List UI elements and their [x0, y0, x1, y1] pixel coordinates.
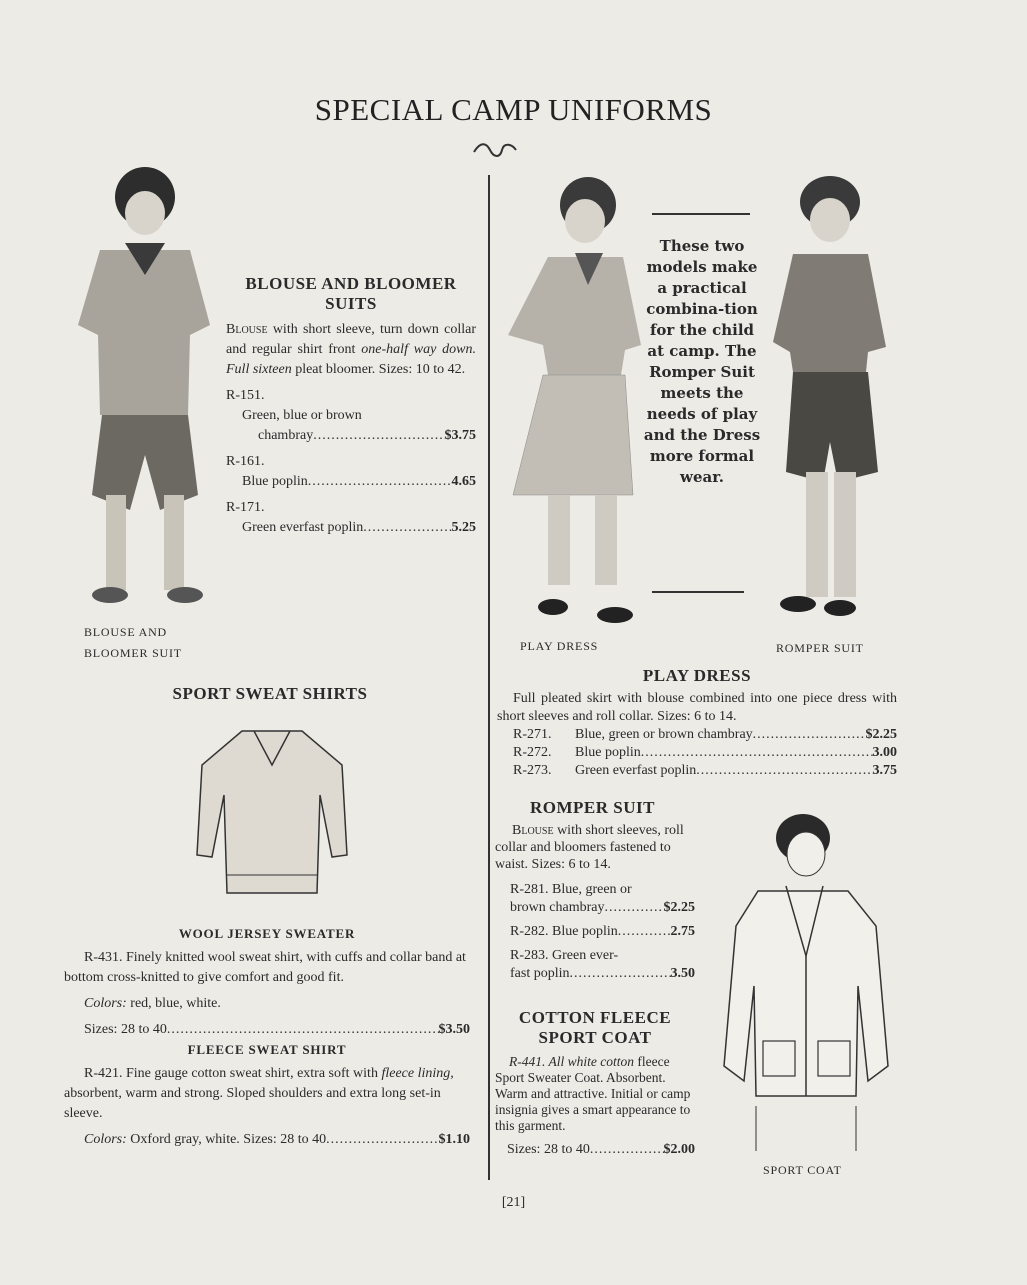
sidebar-bottom-rule: [652, 591, 744, 593]
sport-coat-caption: SPORT COAT: [763, 1163, 842, 1177]
page-number: [21]: [501, 1195, 526, 1210]
romper-suit-photo: [768, 172, 898, 622]
play-dress-item: R-272. Blue poplin ..... 3.00: [497, 744, 897, 762]
romper-item: R-283. Green ever- fast poplin ..... 3.50: [495, 947, 695, 983]
sport-coat-sizes-row: Sizes: 28 to 40 ..... $2.00: [495, 1140, 695, 1160]
romper-section: [495, 798, 695, 983]
blouse-bloomer-item: R-161. Blue poplin ..... 4.65: [226, 452, 476, 492]
play-dress-item: R-271. Blue, green or brown chambray ..... $2.25: [497, 726, 897, 744]
sidebar-top-rule: [652, 213, 750, 215]
sport-coat-section: [495, 1008, 695, 1160]
column-divider: [488, 175, 490, 1180]
play-dress-photo: [503, 175, 643, 625]
sport-coat-illustration: [718, 806, 893, 1156]
wool-colors: Colors: red, blue, white.: [84, 996, 221, 1011]
blouse-bloomer-section: [226, 274, 476, 538]
wool-desc: R-431. Finely knitted wool sweat shirt, with cuffs and collar band at bottom cross-knitted to give comfort and good fit.: [64, 950, 466, 985]
blouse-bloomer-heading: BLOUSE AND BLOOMER SUITS: [245, 274, 457, 313]
ornament-icon: [470, 140, 520, 160]
sport-coat-heading-2: SPORT COAT: [538, 1028, 652, 1047]
sport-coat-heading-1: COTTON FLEECE: [518, 1008, 672, 1027]
blouse-bloomer-desc: Blouse with short sleeve, turn down collar and regular shirt front one-half way down. Full sixteen pleat bloomer. Sizes: 10 to 42.: [226, 322, 477, 377]
fleece-colors-row: Colors: Oxford gray, white. Sizes: 28 to 40 ..... $1.10: [64, 1130, 470, 1150]
romper-desc: Blouse with short sleeves, roll collar and bloomers fastened to waist. Sizes: 6 to 14.: [495, 823, 684, 872]
wool-heading: WOOL JERSEY SWEATER: [178, 926, 356, 941]
fleece-heading: FLEECE SWEAT SHIRT: [187, 1042, 347, 1057]
sport-sweat-heading: SPORT SWEAT SHIRTS: [172, 684, 368, 703]
sweat-shirt-illustration: [192, 725, 352, 905]
blouse-bloomer-item: R-151. Green, blue or brown chambray ..... $3.75: [226, 386, 476, 446]
play-dress-section: [497, 666, 897, 780]
romper-item: R-282. Blue poplin ..... 2.75: [495, 923, 695, 941]
play-dress-caption: PLAY DRESS: [520, 639, 599, 653]
blouse-bloomer-caption: BLOUSE AND BLOOMER SUIT: [84, 625, 182, 660]
blouse-bloomer-item: R-171. Green everfast poplin ..... 5.25: [226, 498, 476, 538]
sweat-shirt-section: [64, 926, 470, 1150]
romper-suit-caption: ROMPER SUIT: [776, 641, 864, 655]
blouse-bloomer-photo: [70, 165, 220, 615]
fleece-desc: R-421. Fine gauge cotton sweat shirt, extra soft with fleece lining, absorbent, warm and strong. Sloped shoulders and extra long set-in sleeve.: [64, 1066, 454, 1121]
play-dress-heading: PLAY DRESS: [642, 666, 752, 685]
sidebar-note: These two models make a practical combina-tion for the child at camp. The Romper Suit meets the needs of play and the Dress more formal wear.: [643, 237, 761, 486]
play-dress-item: R-273. Green everfast poplin ..... 3.75: [497, 762, 897, 780]
wool-sizes-row: Sizes: 28 to 40 ..... $3.50: [64, 1020, 470, 1040]
sport-coat-desc: R-441. All white cotton fleece Sport Sweater Coat. Absorbent. Warm and attractive. Initial or camp insignia gives a smart appearance to this garment.: [495, 1054, 691, 1133]
page-title: SPECIAL CAMP UNIFORMS: [314, 92, 713, 127]
romper-heading: ROMPER SUIT: [530, 798, 655, 817]
play-dress-desc: Full pleated skirt with blouse combined into one piece dress with short sleeves and roll collar. Sizes: 6 to 14.: [497, 691, 897, 724]
romper-item: R-281. Blue, green or brown chambray ..... $2.25: [495, 881, 695, 917]
